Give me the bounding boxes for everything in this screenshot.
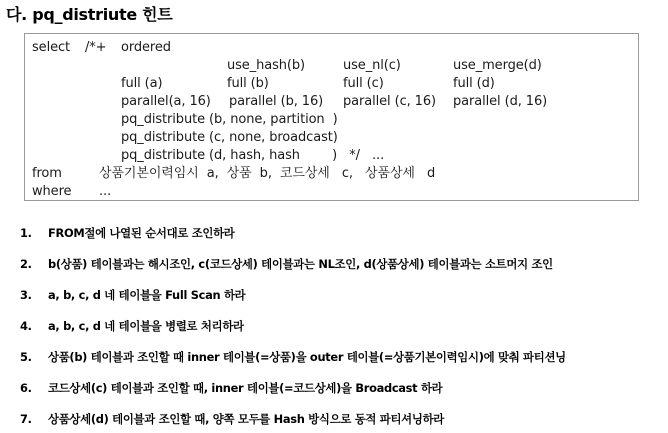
- hint-full-d: full (d): [453, 76, 495, 91]
- hint-use-nl: use_nl(c): [343, 58, 401, 73]
- list-item-text: a, b, c, d 네 테이블을 Full Scan 하라: [48, 288, 246, 302]
- hint-full-a: full (a): [121, 76, 163, 91]
- from-keyword: from: [32, 166, 62, 181]
- list-item-number: 3.: [20, 288, 32, 302]
- list-item-text: 상품상세(d) 테이블과 조인할 때, 양쪽 모두를 Hash 방식으로 동적 파티셔닝하라: [48, 412, 444, 426]
- list-item-text: b(상품) 테이블과는 해시조인, c(코드상세) 테이블과는 NL조인, d(상품상세) 테이블과는 소트머지 조인: [48, 257, 553, 271]
- list-item-text: 상품(b) 테이블과 조인할 때 inner 테이블(=상품)을 outer 테이블(=상품기본이력임시)에 맞춰 파티션닝: [48, 350, 566, 364]
- hint-pq-distribute-c: pq_distribute (c, none, broadcast): [121, 130, 338, 145]
- hint-pq-distribute-b: pq_distribute (b, none, partition ): [121, 112, 338, 127]
- list-item-number: 4.: [20, 319, 32, 333]
- list-item-number: 7.: [20, 412, 32, 426]
- hint-parallel-d: parallel (d, 16): [453, 94, 548, 109]
- from-table-list: 상품기본이력임시 a, 상품 b, 코드상세 c, 상품상세 d: [99, 166, 436, 181]
- select-keyword: select: [32, 40, 71, 55]
- hint-parallel-a: parallel(a, 16): [121, 94, 211, 109]
- list-item-number: 6.: [20, 381, 32, 395]
- list-item-text: a, b, c, d 네 테이블을 병렬로 처리하라: [48, 319, 244, 333]
- hint-full-b: full (b): [227, 76, 269, 91]
- hint-open: /*+: [85, 40, 107, 55]
- hint-use-hash: use_hash(b): [227, 58, 306, 73]
- list-item-number: 2.: [20, 257, 32, 271]
- hint-parallel-c: parallel (c, 16): [343, 94, 436, 109]
- list-item-number: 1.: [20, 226, 32, 240]
- hint-parallel-b: parallel (b, 16): [229, 94, 324, 109]
- list-item-text: 코드상세(c) 테이블과 조인할 때, inner 테이블(=코드상세)을 Broadcast 하라: [48, 381, 443, 395]
- hint-ordered: ordered: [121, 40, 171, 55]
- list-item-text: FROM절에 나열된 순서대로 조인하라: [48, 226, 235, 240]
- hint-use-merge: use_merge(d): [453, 58, 542, 73]
- list-item-number: 5.: [20, 350, 32, 364]
- where-rest: ...: [99, 184, 112, 199]
- hint-full-c: full (c): [343, 76, 384, 91]
- hint-pq-distribute-d: pq_distribute (d, hash, hash ) */ ...: [121, 148, 385, 163]
- section-title: 다. pq_distriute 힌트: [6, 5, 173, 24]
- where-keyword: where: [32, 184, 72, 199]
